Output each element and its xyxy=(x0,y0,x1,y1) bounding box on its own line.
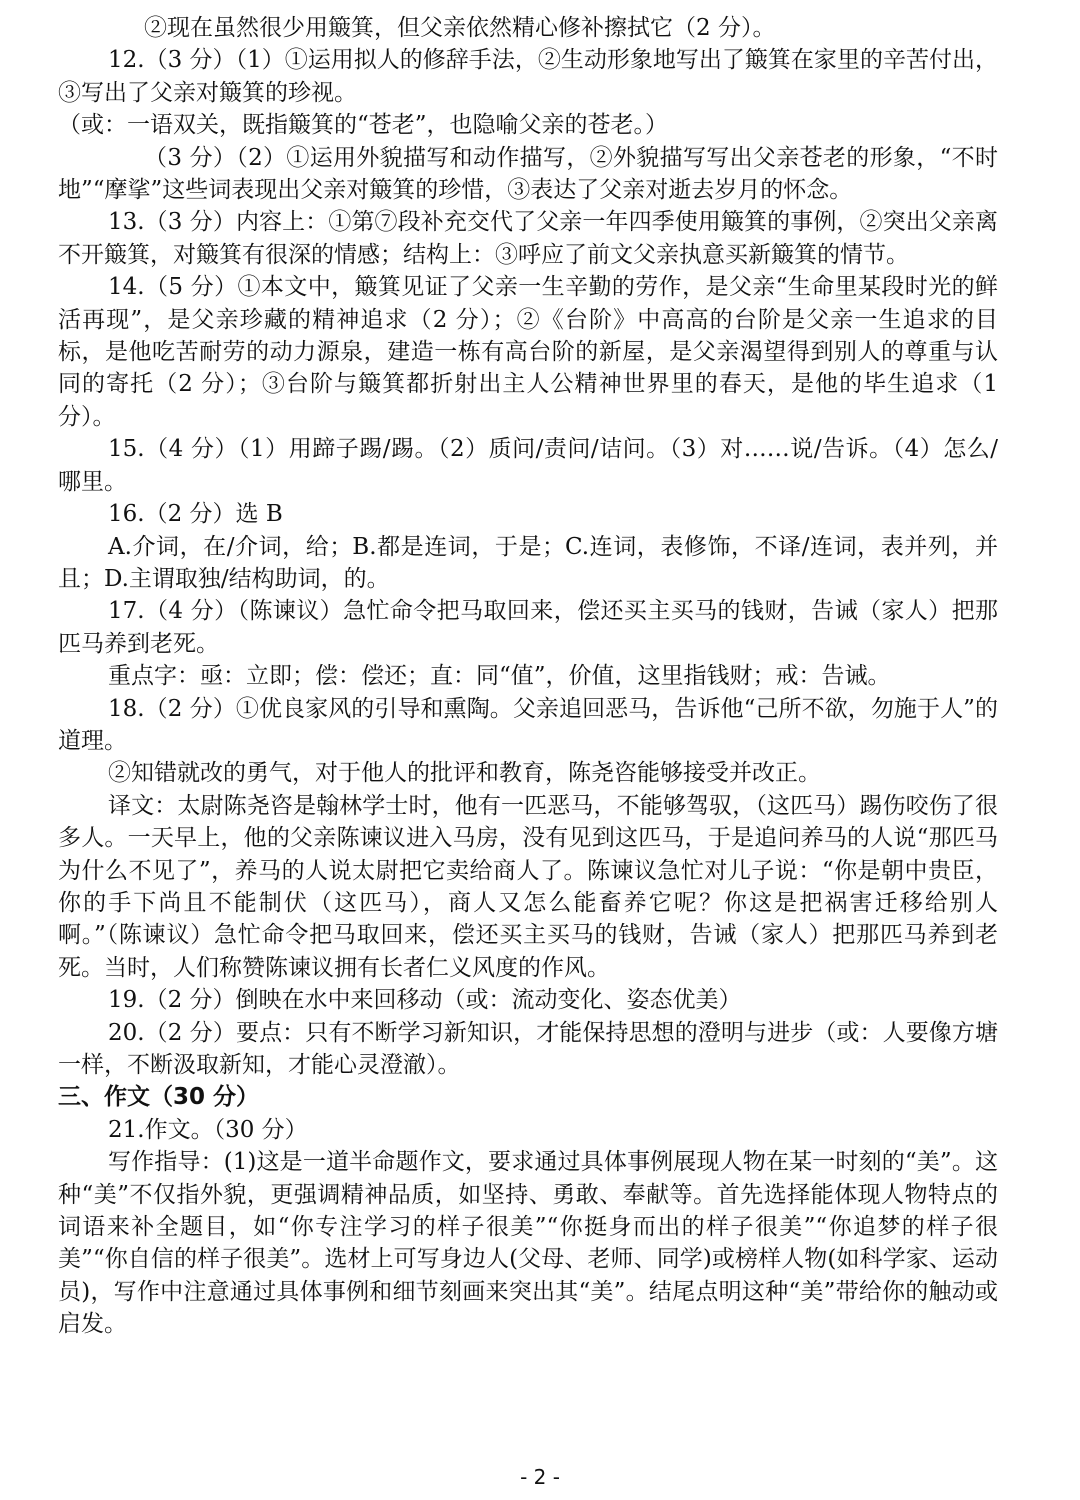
answer-16-explanation: A.介词，在/介词，给；B.都是连词，于是；C.连词，表修饰，不译/连词，表并列，并且；D.主谓取独/结构助词，的。 xyxy=(58,533,998,592)
answer-12-part2: （3 分）（2）①运用外貌描写和动作描写，②外貌描写写出父亲苍老的形象，“不时地”“摩挲”这些词表现出父亲对簸箕的珍惜，③表达了父亲对逝去岁月的怀念。 xyxy=(58,144,998,204)
answer-18-point1: 18.（2 分）①优良家风的引导和熏陶。父亲追回恶马，告诉他“己所不欲，勿施于人”的道理。 xyxy=(58,695,998,754)
answer-12-part1: 12.（3 分）（1）①运用拟人的修辞手法，②生动形象地写出了簸箕在家里的辛苦付出，③写出了父亲对簸箕的珍视。 xyxy=(58,47,998,106)
answer-12-alternative: （或：一语双关，既指簸箕的“苍老”，也隐喻父亲的苍老。） xyxy=(58,112,669,139)
answer-13: 13.（3 分）内容上：①第⑦段补充交代了父亲一年四季使用簸箕的事例，②突出父亲离不开簸箕，对簸箕有很深的情感；结构上：③呼应了前文父亲执意买新簸箕的情节。 xyxy=(58,209,998,268)
writing-guidance: 写作指导：(1)这是一道半命题作文，要求通过具体事例展现人物在某一时刻的“美”。这种“美”不仅指外貌，更强调精神品质，如坚持、勇敢、奉献等。首先选择能体现人物特点的词语来补全题目，如“你专注学习的样子很美”“你挺身而出的样子很美”“你追梦的样子很美”“你自信的样子很美”。选材上可写身边人(父母、老师、同学)或榜样人物(如科学家、运动员)，写作中注意通过具体事例和细节刻画来突出其“美”。结尾点明这种“美”带给你的触动或启发。 xyxy=(58,1149,998,1338)
answer-15: 15.（4 分）（1）用蹄子踢/踢。（2）质问/责问/诘问。（3）对……说/告诉。（4）怎么/哪里。 xyxy=(58,436,998,495)
answer-16: 16.（2 分）选 B xyxy=(108,501,283,528)
section-heading-composition: 三、作文（30 分） xyxy=(58,1084,260,1111)
translation-paragraph: 译文：太尉陈尧咨是翰林学士时，他有一匹恶马，不能够驾驭，（这匹马）踢伤咬伤了很多人。一天早上，他的父亲陈谏议进入马房，没有见到这匹马，于是追问养马的人说“那匹马为什么不见了”，养马的人说太尉把它卖给商人了。陈谏议急忙对儿子说：“你是朝中贵臣，你的手下尚且不能制伏（这匹马），商人又怎么能畜养它呢？你这是把祸害迁移给别人啊。”（陈谏议）急忙命令把马取回来，偿还买主买马的钱财，告诫（家人）把那匹马养到老死。当时，人们称赞陈谏议拥有长者仁义风度的作风。 xyxy=(58,792,998,981)
answer-17-keywords: 重点字：亟：立即；偿：偿还；直：同“值”，价值，这里指钱财；戒：告诫。 xyxy=(108,663,891,690)
answer-17: 17.（4 分）（陈谏议）急忙命令把马取回来，偿还买主买马的钱财，告诫（家人）把那匹马养到老死。 xyxy=(58,598,998,657)
answer-11-part2: ②现在虽然很少用簸箕，但父亲依然精心修补擦拭它（2 分）。 xyxy=(144,15,776,41)
answer-18-point2: ②知错就改的勇气，对于他人的批评和教育，陈尧咨能够接受并改正。 xyxy=(108,760,821,787)
page-number: - 2 - xyxy=(520,1465,560,1489)
document-body xyxy=(58,12,998,1341)
answer-19: 19.（2 分）倒映在水中来回移动（或：流动变化、姿态优美） xyxy=(108,987,742,1014)
answer-21: 21.作文。（30 分） xyxy=(108,1116,308,1143)
answer-14: 14.（5 分）①本文中，簸箕见证了父亲一生辛勤的劳作，是父亲“生命里某段时光的鲜活再现”，是父亲珍藏的精神追求（2 分）；②《台阶》中高高的台阶是父亲一生追求的目标，是他吃苦耐劳的动力源泉，建造一栋有高台阶的新屋，是父亲渴望得到别人的尊重与认同的寄托（2 分）；③台阶与簸箕都折射出主人公精神世界里的春天，是他的毕生追求（1 分）。 xyxy=(58,274,998,430)
answer-20: 20.（2 分）要点：只有不断学习新知识，才能保持思想的澄明与进步（或：人要像方塘一样，不断汲取新知，才能心灵澄澈）。 xyxy=(58,1019,998,1078)
